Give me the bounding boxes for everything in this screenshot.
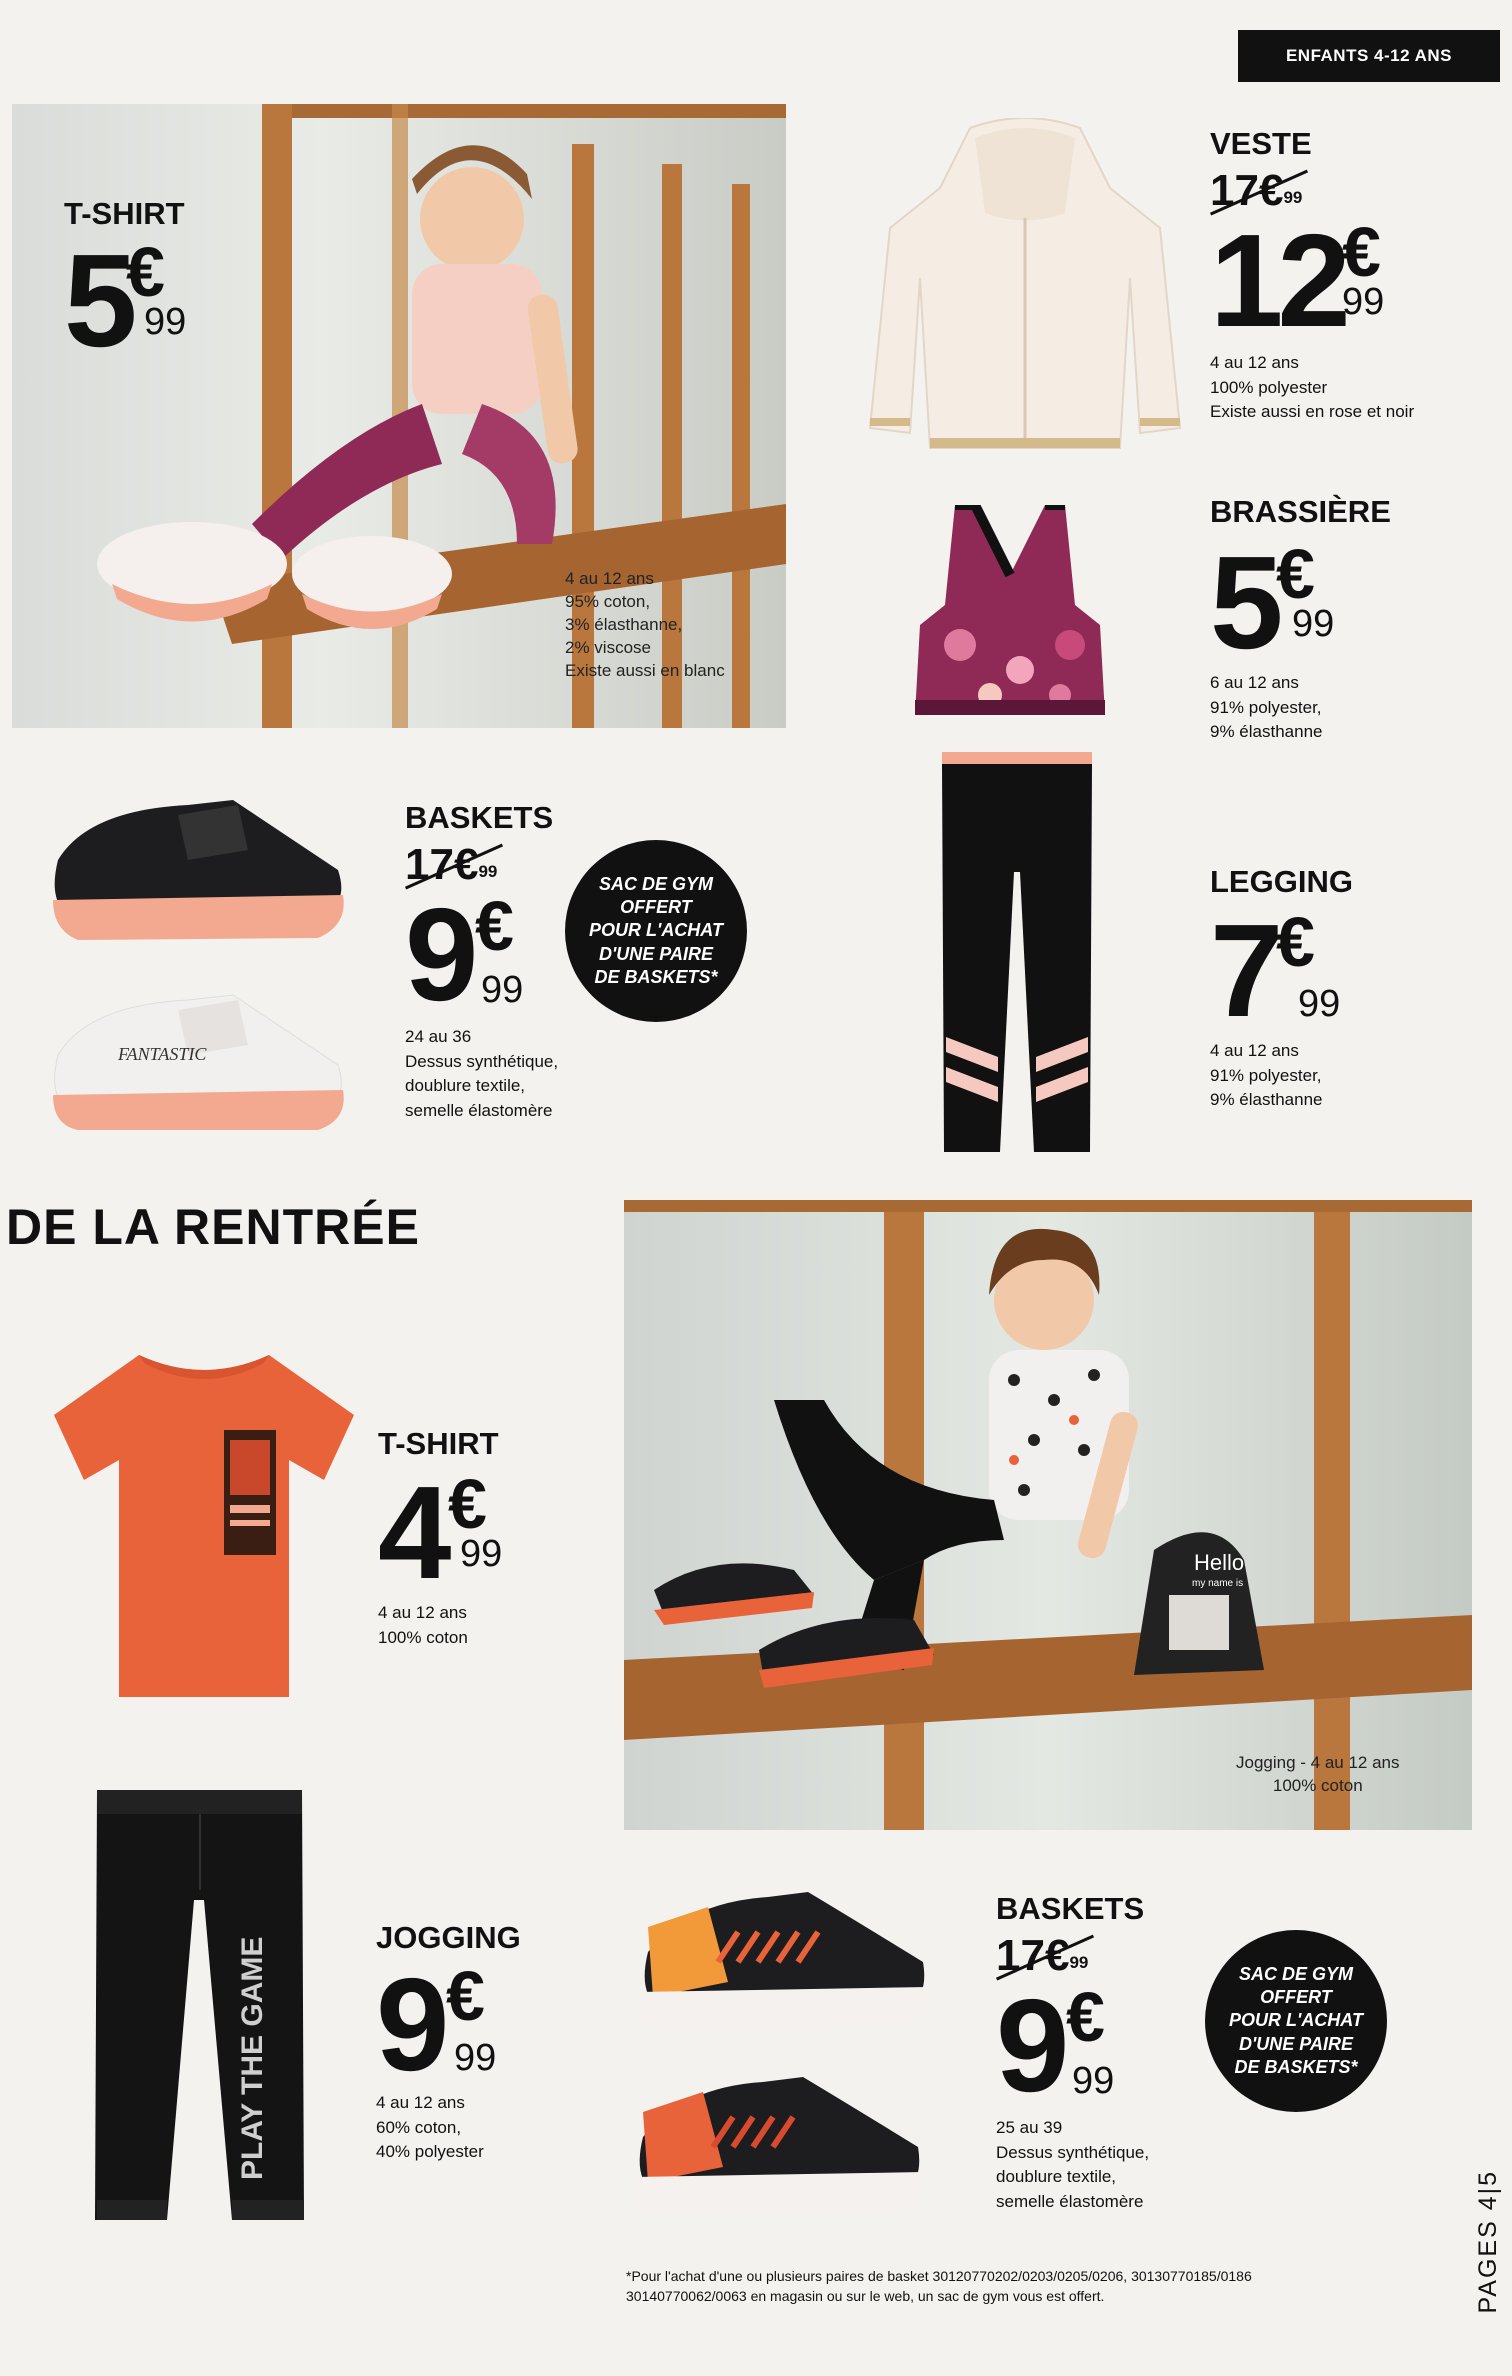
bra-price (1210, 529, 1390, 676)
price-euros: 9 (405, 881, 473, 1028)
jacket-old-price: 17€$^{99}$ (1210, 166, 1303, 215)
boy-photo-illustration (624, 1200, 1472, 1830)
jogging-name: JOGGING (376, 1920, 521, 1955)
bra-image (900, 505, 1120, 715)
price-cents: 99 (1292, 603, 1335, 645)
bra-details: 6 au 12 ans 91% polyester, 9% élasthanne (1210, 673, 1323, 742)
euro-sign: € (448, 1465, 487, 1543)
gym-bag-offer-circle: SAC DE GYM OFFERT POUR L'ACHAT D'UNE PAIRE DE BASKETS* (565, 840, 747, 1022)
jogging-price (376, 1951, 536, 2098)
price-euros: 4 (378, 1459, 446, 1606)
price-euros: 5 (64, 227, 132, 374)
boy-tshirt-details: 4 au 12 ans 100% coton (378, 1603, 468, 1647)
price-euros: 9 (376, 1951, 444, 2098)
girl-sneakers-details: 24 au 36 Dessus synthétique, doublure textile, semelle élastomère (405, 1027, 559, 1120)
euro-sign: € (446, 1957, 485, 2035)
price-cents: 99 (481, 969, 524, 1011)
girl-sneakers-old-price: 17€$^{99}$ (405, 840, 498, 889)
legging-image (942, 752, 1092, 1157)
boy-sneakers-details: 25 au 39 Dessus synthétique, doublure textile, semelle élastomère (996, 2118, 1150, 2211)
price-euros: 12 (1210, 207, 1345, 354)
girl-tshirt-price (64, 227, 214, 374)
price-euros: 9 (996, 1972, 1064, 2119)
shoe-print-text: FANTASTIC (118, 1044, 207, 1064)
euro-sign: € (126, 233, 165, 311)
jacket-image (860, 118, 1190, 458)
page-number: PAGES 4|5 (1474, 2170, 1502, 2314)
price-cents: 99 (1342, 281, 1385, 323)
jogging-image (92, 1790, 307, 2230)
boy-photo-caption: Jogging - 4 au 12 ans 100% coton (1236, 1753, 1400, 1795)
jacket-name: VESTE (1210, 126, 1312, 161)
price-cents: 99 (144, 301, 187, 343)
euro-sign: € (1342, 213, 1381, 291)
euro-sign: € (1276, 535, 1315, 613)
girl-tshirt-details: 4 au 12 ans 95% coton, 3% élasthanne, 2% viscose Existe aussi en blanc (565, 569, 725, 680)
boy-sneakers-name: BASKETS (996, 1891, 1145, 1926)
price-euros: 5 (1210, 529, 1278, 676)
girl-sneakers-name: BASKETS (405, 800, 554, 835)
girl-sneakers-image (48, 790, 358, 1130)
price-cents: 99 (454, 2037, 497, 2079)
girl-tshirt-name: T-SHIRT (64, 196, 185, 231)
price-cents: 99 (460, 1533, 503, 1575)
jacket-price (1210, 207, 1410, 354)
section-heading: DE LA RENTRÉE (6, 1199, 420, 1255)
euro-sign: € (1066, 1978, 1105, 2056)
bra-name: BRASSIÈRE (1210, 494, 1391, 529)
jacket-details: 4 au 12 ans 100% polyester Existe aussi en rose et noir (1210, 353, 1415, 422)
legging-price (1210, 897, 1370, 1044)
legging-details: 4 au 12 ans 91% polyester, 9% élasthanne (1210, 1041, 1323, 1110)
jogging-details: 4 au 12 ans 60% coton, 40% polyester (376, 2093, 484, 2162)
boy-gym-photo (624, 1200, 1472, 1830)
bag-subtext: my name is (1192, 1578, 1244, 1589)
legging-name: LEGGING (1210, 864, 1353, 899)
boy-sneakers-price (996, 1972, 1166, 2119)
jogging-print-text: PLAY THE GAME (236, 1936, 269, 2180)
boy-sneakers-old-price: 17€$^{99}$ (996, 1931, 1089, 1980)
boy-tshirt-name: T-SHIRT (378, 1426, 499, 1461)
bag-hello-text: Hello (1194, 1550, 1245, 1575)
footnote: *Pour l'achat d'une ou plusieurs paires de basket 30120770202/0203/0205/0206, 30130770185/0186 30140770062/0063 en magasin ou sur le web, un sac de gym vous est offert. (626, 2268, 1252, 2305)
price-cents: 99 (1298, 983, 1341, 1025)
euro-sign: € (475, 887, 514, 965)
boy-tshirt-image (44, 1345, 364, 1697)
price-euros: 7 (1210, 897, 1278, 1044)
boy-sneakers-image (628, 1892, 938, 2222)
category-badge: ENFANTS 4-12 ANS (1238, 30, 1500, 82)
girl-sneakers-price (405, 881, 575, 1028)
price-cents: 99 (1072, 2060, 1115, 2102)
boy-tshirt-price (378, 1459, 528, 1606)
euro-sign: € (1276, 903, 1315, 981)
gym-bag-offer-circle-2: SAC DE GYM OFFERT POUR L'ACHAT D'UNE PAIRE DE BASKETS* (1205, 1930, 1387, 2112)
